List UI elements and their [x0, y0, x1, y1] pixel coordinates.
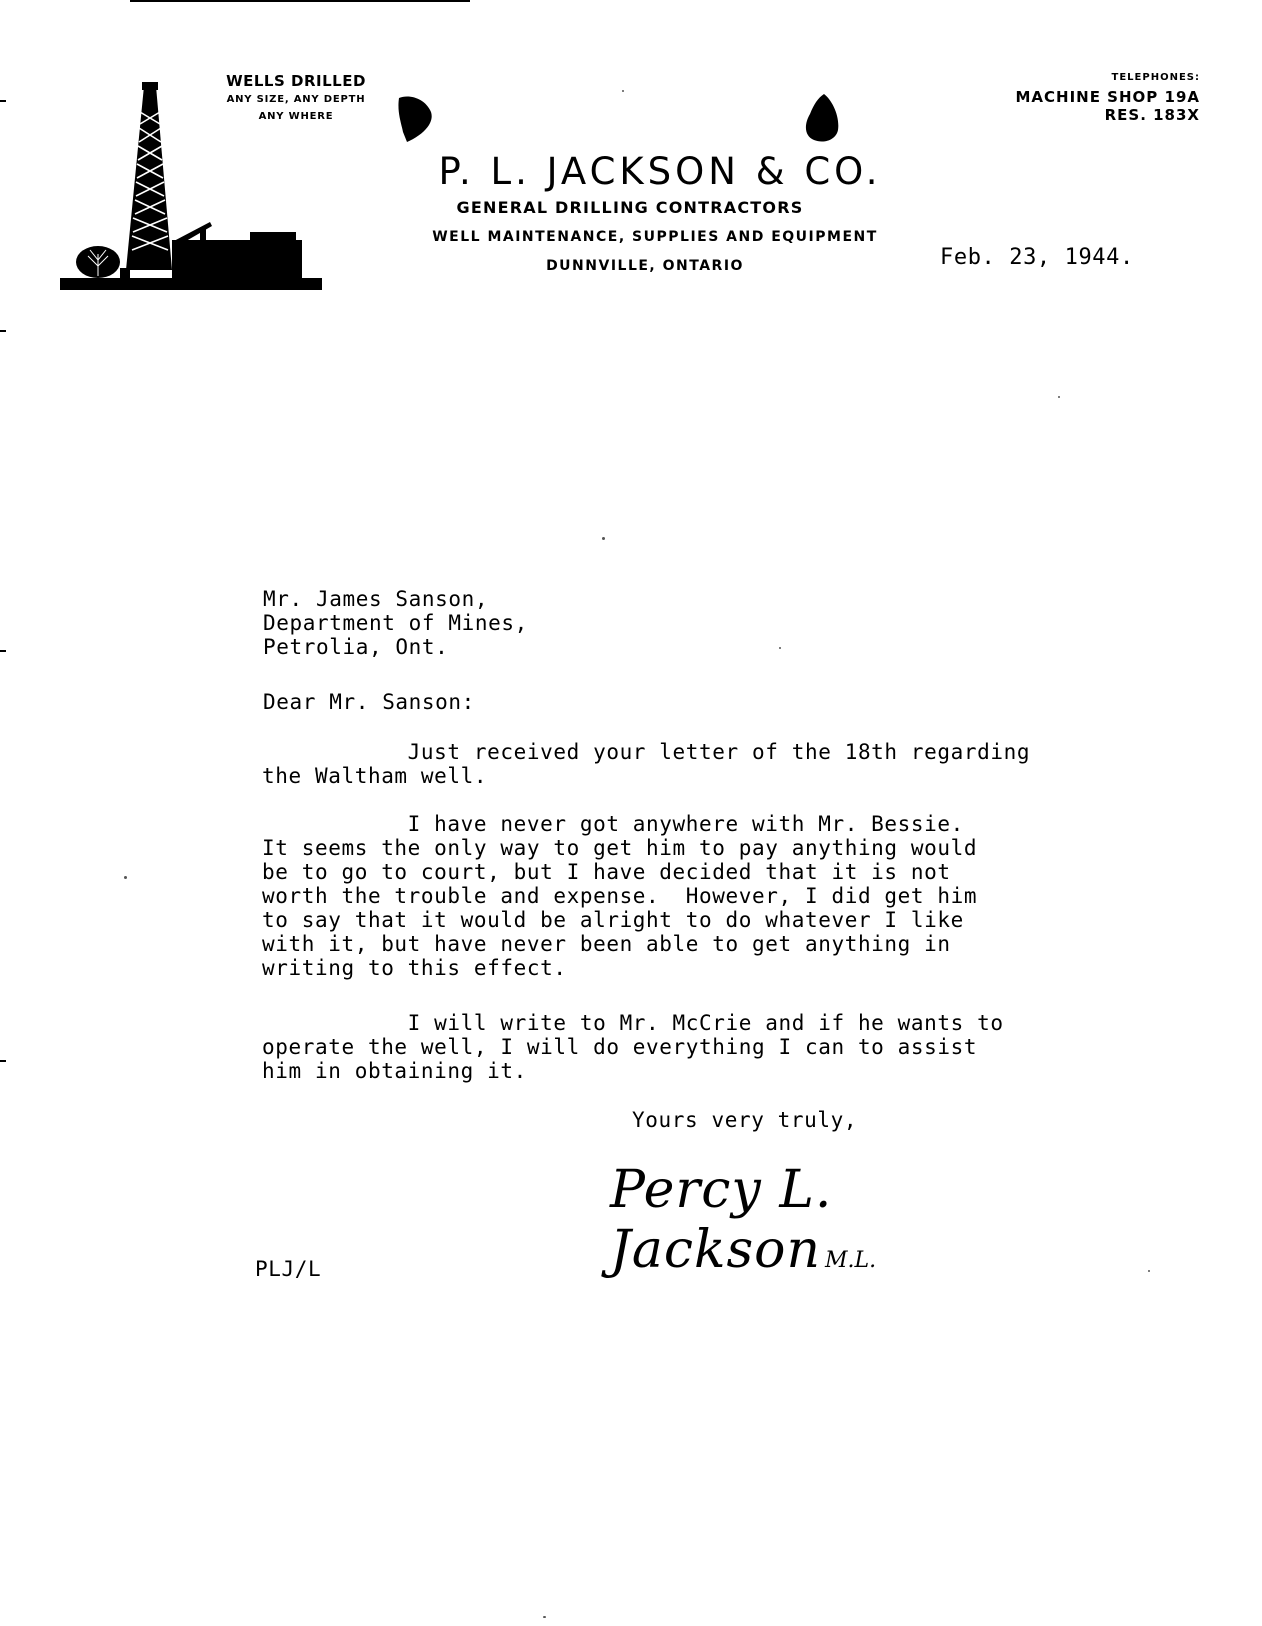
top-edge-rule	[130, 0, 470, 2]
body-paragraph: Just received your letter of the 18th regarding the Waltham well.	[262, 740, 1031, 788]
telephones-label: TELEPHONES:	[1111, 72, 1200, 83]
paper-speck	[602, 537, 605, 540]
wells-drilled-subline: ANY WHERE	[258, 111, 334, 122]
edge-mark	[0, 650, 6, 652]
signature-name: Percy L. Jackson	[610, 1160, 833, 1280]
closing: Yours very truly,	[632, 1108, 858, 1132]
company-services: WELL MAINTENANCE, SUPPLIES AND EQUIPMENT	[432, 229, 878, 245]
recipient-address	[263, 587, 528, 659]
paper-speck	[543, 1616, 546, 1618]
wells-drilled-subline: ANY SIZE, ANY DEPTH	[226, 94, 366, 105]
handwritten-signature	[610, 1160, 1030, 1280]
telephone-machine-shop: MACHINE SHOP 19A	[1015, 88, 1200, 106]
body-paragraph: I have never got anywhere with Mr. Bessie. It seems the only way to get him to pay anything would be to go to court, but I have decided that it is not worth the trouble and expense. However, I did get him to say that it would be alright to do whatever I like with it, but have never been able to get anything in writing to this effect.	[262, 812, 978, 980]
telephone-residence: RES. 183X	[1104, 106, 1200, 124]
paper-speck	[779, 647, 781, 649]
recipient-place: Petrolia, Ont.	[263, 635, 449, 659]
paper-speck	[1148, 1270, 1150, 1272]
wells-drilled-title: WELLS DRILLED	[226, 72, 366, 90]
signature-initials: M.L.	[824, 1248, 877, 1273]
edge-mark	[0, 330, 6, 332]
paper-speck	[622, 90, 624, 92]
recipient-organization: Department of Mines,	[263, 611, 528, 635]
edge-mark	[0, 100, 6, 102]
ink-blot	[800, 92, 842, 144]
company-name: P. L. JACKSON & CO.	[438, 150, 882, 193]
paper-speck	[124, 876, 127, 879]
recipient-name: Mr. James Sanson,	[263, 587, 489, 611]
paper-speck	[1058, 396, 1060, 398]
edge-mark	[0, 1060, 6, 1062]
body-paragraph: I will write to Mr. McCrie and if he wants to operate the well, I will do everything I can to assist him in obtaining it.	[262, 1011, 1004, 1083]
letter-date: Feb. 23, 1944.	[940, 245, 1134, 270]
reference-initials: PLJ/L	[255, 1257, 322, 1281]
salutation: Dear Mr. Sanson:	[263, 690, 475, 714]
ink-blot	[395, 92, 435, 144]
company-location: DUNNVILLE, ONTARIO	[546, 258, 744, 274]
company-tagline: GENERAL DRILLING CONTRACTORS	[456, 198, 804, 217]
